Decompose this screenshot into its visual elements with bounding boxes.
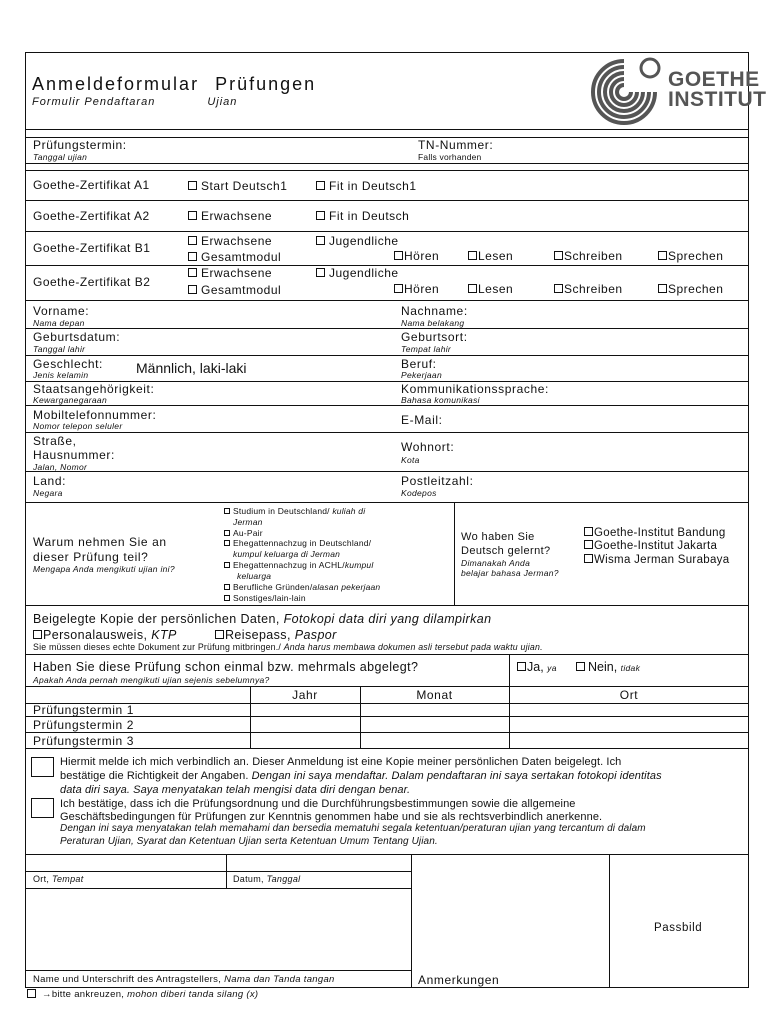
- checkbox-icon[interactable]: [215, 630, 224, 639]
- kommunikationssprache-label: Kommunikationssprache:: [401, 382, 549, 396]
- geschlecht-value[interactable]: Männlich, laki-laki: [136, 360, 247, 376]
- geburtsort-sub: Tempat lahir: [401, 344, 452, 354]
- pruefungstermin-sub: Tanggal ujian: [33, 152, 88, 162]
- checkbox-icon[interactable]: [224, 508, 230, 514]
- reason-studium[interactable]: Studium in Deutschland/ kuliah di: [224, 506, 365, 516]
- cert-b2-schreiben[interactable]: Schreiben: [554, 282, 623, 296]
- email-label: E-Mail:: [401, 413, 443, 427]
- cert-b2-erwachsene[interactable]: Erwachsene: [188, 266, 272, 280]
- nachname-label: Nachname:: [401, 304, 468, 318]
- reason-ehegatten-de-sub: kumpul keluarga di Jerman: [233, 549, 341, 559]
- kommunikationssprache-sub: Bahasa komunikasi: [401, 395, 480, 405]
- learned-bandung[interactable]: Goethe-Institut Bandung: [584, 527, 726, 539]
- reason-ehegatten-de[interactable]: Ehegattennachzug in Deutschland/: [224, 538, 371, 548]
- checkbox-icon[interactable]: [554, 251, 563, 260]
- cert-a2-erwachsene[interactable]: Erwachsene: [188, 209, 272, 223]
- checkbox-icon: [27, 989, 36, 998]
- checkbox-icon[interactable]: [188, 211, 197, 220]
- checkbox-icon[interactable]: [188, 181, 197, 190]
- checkbox-icon[interactable]: [658, 251, 667, 260]
- passbild-label: Passbild: [654, 922, 703, 934]
- geburtsdatum-sub: Tanggal lahir: [33, 344, 86, 354]
- cert-a1-label: Goethe-Zertifikat A1: [33, 178, 150, 192]
- reason-question-1: Warum nehmen Sie an: [33, 535, 167, 549]
- logo-text-goethe: GOETHE: [668, 68, 760, 91]
- cert-a1-fit-in-deutsch[interactable]: Fit in Deutsch1: [316, 179, 417, 193]
- datum-label: Datum, Tanggal: [233, 874, 301, 884]
- declaration-1-text: Hiermit melde ich mich verbindlich an. Dieser Anmeldung ist eine Kopie meiner persönlichen Daten beigelegt. Ich bestätige die Richtigkeit der Angaben. Dengan ini saya mendaftar. Dalam pendaftaran ini saya sertakan fotokopi identitas data diri saya. Saya menyatakan telah mengisi data diri dengan benar.: [60, 756, 662, 796]
- checkbox-icon[interactable]: [584, 554, 593, 563]
- reason-question-sub: Mengapa Anda mengikuti ujian ini?: [33, 564, 175, 574]
- copy-reisepass[interactable]: Reisepass, Paspor: [215, 628, 337, 642]
- cert-b2-hoeren[interactable]: Hören: [394, 282, 439, 296]
- checkbox-icon[interactable]: [576, 662, 585, 671]
- previous-question: Haben Sie diese Prüfung schon einmal bzw. mehrmals abgelegt?: [33, 660, 419, 674]
- tn-nummer-label: TN-Nummer:: [418, 138, 494, 152]
- checkbox-icon[interactable]: [188, 252, 197, 261]
- learned-sub-2: belajar bahasa Jerman?: [461, 568, 559, 578]
- checkbox-icon[interactable]: [224, 584, 230, 590]
- vorname-label: Vorname:: [33, 304, 90, 318]
- column-ort: Ort: [619, 688, 639, 702]
- cert-b1-lesen[interactable]: Lesen: [468, 249, 513, 263]
- checkbox-icon[interactable]: [33, 630, 42, 639]
- checkbox-icon[interactable]: [554, 284, 563, 293]
- geburtsdatum-label: Geburtsdatum:: [33, 330, 121, 344]
- staatsangehoerigkeit-label: Staatsangehörigkeit:: [33, 382, 155, 396]
- copy-personalausweis[interactable]: Personalausweis, KTP: [33, 628, 177, 642]
- checkbox-icon[interactable]: [224, 595, 230, 601]
- copy-label: Beigelegte Kopie der persönlichen Daten, Fotokopi data diri yang dilampirkan: [33, 612, 492, 626]
- land-sub: Negara: [33, 488, 63, 498]
- checkbox-icon[interactable]: [188, 236, 197, 245]
- form-title: Anmeldeformular Prüfungen: [32, 74, 317, 94]
- cert-b2-jugendliche[interactable]: Jugendliche: [316, 266, 399, 280]
- mobiltelefon-label: Mobiltelefonnummer:: [33, 408, 157, 422]
- reason-studium-sub: Jerman: [233, 517, 263, 527]
- geburtsort-label: Geburtsort:: [401, 330, 468, 344]
- reason-au-pair[interactable]: Au-Pair: [224, 528, 263, 538]
- learned-surabaya[interactable]: Wisma Jerman Surabaya: [584, 554, 729, 566]
- footer-note: →bitte ankreuzen, mohon diberi tanda silang (x): [27, 989, 258, 1000]
- learned-jakarta[interactable]: Goethe-Institut Jakarta: [584, 540, 717, 552]
- pruefungstermin-row-1: Prüfungstermin 1: [33, 703, 134, 717]
- vorname-sub: Nama depan: [33, 318, 85, 328]
- cert-a1-start-deutsch[interactable]: Start Deutsch1: [188, 179, 287, 193]
- cert-b1-hoeren[interactable]: Hören: [394, 249, 439, 263]
- previous-nein[interactable]: Nein, tidak: [576, 660, 640, 674]
- logo-text-institut: INSTITUT: [668, 88, 767, 111]
- checkbox-icon[interactable]: [188, 268, 197, 277]
- pruefungstermin-label: Prüfungstermin:: [33, 138, 127, 152]
- signature-label: Name und Unterschrift des Antragstellers, Nama dan Tanda tangan: [33, 974, 335, 985]
- cert-b1-schreiben[interactable]: Schreiben: [554, 249, 623, 263]
- strasse-label: Straße,: [33, 434, 77, 448]
- arrow-right-icon: →: [42, 989, 52, 1000]
- checkbox-icon[interactable]: [316, 236, 325, 245]
- tn-nummer-sub: Falls vorhanden: [418, 152, 482, 162]
- checkbox-icon[interactable]: [394, 284, 403, 293]
- learned-question-1: Wo haben Sie: [461, 531, 535, 543]
- land-label: Land:: [33, 474, 67, 488]
- declaration-2-text: Ich bestätige, dass ich die Prüfungsordnung und die Durchführungsbestimmungen sowie die allgemeine Geschäftsbedingungen für Prüfungen zur Kenntnis genommen habe und sie als rechtsverbindlich anerkenne. Dengan ini saya menyatakan telah memahami dan bersedia mematuhi segala ketentuan/peraturan ujian yang tercantum di dalam Peraturan Ujian, Syarat dan Ketentuan Ujian serta Ketentuan Umum Tentang Ujian.: [60, 798, 646, 847]
- geschlecht-label: Geschlecht:: [33, 357, 103, 371]
- postleitzahl-sub: Kodepos: [401, 488, 437, 498]
- reason-sonstiges[interactable]: Sonstiges/lain-lain: [224, 593, 306, 603]
- cert-a2-label: Goethe-Zertifikat A2: [33, 209, 150, 223]
- checkbox-icon[interactable]: [316, 268, 325, 277]
- checkbox-icon[interactable]: [316, 211, 325, 220]
- form-subtitle: Formulir Pendaftaran Ujian: [32, 96, 238, 108]
- checkbox-icon[interactable]: [584, 540, 593, 549]
- declaration-1-checkbox[interactable]: [31, 757, 54, 777]
- nachname-sub: Nama belakang: [401, 318, 465, 328]
- staatsangehoerigkeit-sub: Kewarganegaraan: [33, 395, 107, 405]
- checkbox-icon[interactable]: [224, 562, 230, 568]
- anmerkungen-label: Anmerkungen: [418, 973, 500, 987]
- checkbox-icon[interactable]: [658, 284, 667, 293]
- goethe-logo: [588, 54, 767, 128]
- learned-question-2: Deutsch gelernt?: [461, 545, 551, 557]
- checkbox-icon[interactable]: [224, 530, 230, 536]
- reason-ehegatten-achl-sub: keluarga: [237, 571, 272, 581]
- checkbox-icon[interactable]: [394, 251, 403, 260]
- wohnort-sub: Kota: [401, 455, 420, 465]
- previous-question-sub: Apakah Anda pernah mengikuti ujian sejenis sebelumnya?: [33, 675, 270, 685]
- cert-b2-label: Goethe-Zertifikat B2: [33, 275, 151, 289]
- cert-b1-erwachsene[interactable]: Erwachsene: [188, 234, 272, 248]
- reason-question-2: dieser Prüfung teil?: [33, 550, 149, 564]
- checkbox-icon[interactable]: [584, 527, 593, 536]
- pruefungstermin-row-3: Prüfungstermin 3: [33, 734, 134, 748]
- cert-b2-sprechen[interactable]: Sprechen: [658, 282, 723, 296]
- previous-ja[interactable]: Ja, ya: [517, 660, 557, 674]
- strasse-sub: Jalan, Nomor: [33, 462, 88, 472]
- cert-b1-label: Goethe-Zertifikat B1: [33, 241, 151, 255]
- mobiltelefon-sub: Nomor telepon seluler: [33, 421, 123, 431]
- checkbox-icon[interactable]: [468, 284, 477, 293]
- copy-note: Sie müssen dieses echte Dokument zur Prüfung mitbringen./ Anda harus membawa dokumen asli tersebut pada waktu ujian.: [33, 642, 543, 652]
- checkbox-icon[interactable]: [224, 540, 230, 546]
- declaration-2-checkbox[interactable]: [31, 798, 54, 818]
- cert-b1-jugendliche[interactable]: Jugendliche: [316, 234, 399, 248]
- beruf-sub: Pekerjaan: [401, 370, 442, 380]
- cert-b2-lesen[interactable]: Lesen: [468, 282, 513, 296]
- wohnort-label: Wohnort:: [401, 440, 455, 454]
- reason-beruflich[interactable]: Berufliche Gründen/alasan pekerjaan: [224, 582, 380, 592]
- checkbox-icon[interactable]: [316, 181, 325, 190]
- cert-b1-gesamtmodul[interactable]: Gesamtmodul: [188, 250, 281, 264]
- column-jahr: Jahr: [292, 688, 318, 702]
- checkbox-icon[interactable]: [468, 251, 477, 260]
- checkbox-icon[interactable]: [188, 285, 197, 294]
- pruefungstermin-row-2: Prüfungstermin 2: [33, 718, 134, 732]
- column-monat: Monat: [416, 688, 453, 702]
- ort-label: Ort, Tempat: [33, 874, 84, 884]
- geschlecht-sub: Jenis kelamin: [33, 370, 89, 380]
- checkbox-icon[interactable]: [517, 662, 526, 671]
- reason-ehegatten-achl[interactable]: Ehegattennachzug in ACHL/kumpul: [224, 560, 373, 570]
- beruf-label: Beruf:: [401, 357, 437, 371]
- cert-b2-gesamtmodul[interactable]: Gesamtmodul: [188, 283, 281, 297]
- hausnummer-label: Hausnummer:: [33, 448, 115, 462]
- cert-a2-fit-in-deutsch[interactable]: Fit in Deutsch: [316, 209, 409, 223]
- learned-sub-1: Dimanakah Anda: [461, 558, 531, 568]
- cert-b1-sprechen[interactable]: Sprechen: [658, 249, 723, 263]
- postleitzahl-label: Postleitzahl:: [401, 474, 474, 488]
